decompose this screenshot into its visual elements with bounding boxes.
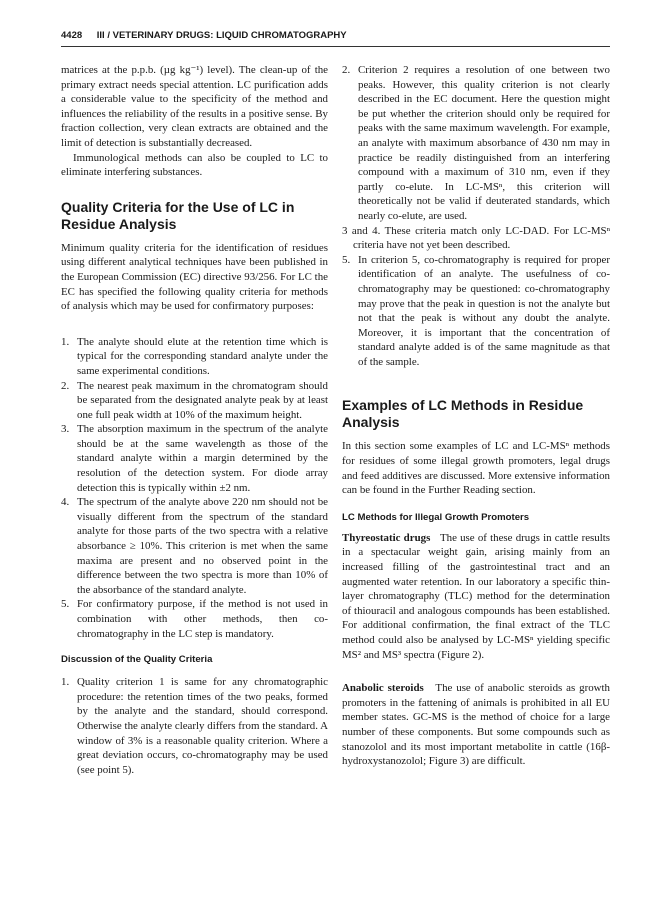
criterion-number: 1. xyxy=(61,335,70,348)
examples-paragraph: In this section some examples of LC and LC-MSⁿ methods for residues of some illegal growth promoters, legal drugs and feed additives are discussed. More extensive information can be found in the Further Reading section. xyxy=(342,440,610,497)
criteria-list xyxy=(61,335,328,641)
discussion-text: In criterion 5, co-chromatography is required for proper identification of an analyte. The usefulness of co-chromatography may be questioned: co-chromatography may prove that the peak in question is not the analyte but not that the peak is without any doubt the analyte. Moreover, it is important that the concentration of standard analyte added is of the same magnitude as that of the sample. xyxy=(358,253,610,368)
criterion-text: The analyte should elute at the retention time which is typical for the corresponding standard analyte under the same experimental conditions. xyxy=(77,335,328,377)
right-column xyxy=(342,63,610,769)
criterion-number: 3. xyxy=(61,423,70,436)
intro-paragraph-2: Immunological methods can also be coupled to LC to eliminate interfering substances. xyxy=(61,151,328,179)
discussion-item xyxy=(61,675,328,777)
criterion-text: For confirmatory purpose, if the method is not used in combination with other methods, then co-chromatography in the LC step is mandatory. xyxy=(77,598,328,640)
criterion-number: 4. xyxy=(61,496,70,509)
discussion-item xyxy=(342,253,610,370)
discussion-text: These criteria match only LC-DAD. For LC-MSⁿ criteria have not yet been described. xyxy=(353,224,610,252)
criterion-text: The absorption maximum in the spectrum of the analyte should be at the same wavelength as those of the standard analyte within a margin determined by the resolution of the detection system. For diode array detection this is typically within ±2 nm. xyxy=(77,423,328,494)
heading-discussion: Discussion of the Quality Criteria xyxy=(61,654,213,666)
discussion-number: 1. xyxy=(61,676,70,689)
left-column xyxy=(61,63,328,777)
criterion-item xyxy=(61,335,328,379)
quality-paragraph: Minimum quality criteria for the identification of residues using different analytical techniques have been published in the European Commission (EC) directive 93/256. For LC the EC has specified the following quality criteria for methods of analysis which may be used for confirmatory purposes: xyxy=(61,241,328,313)
discussion-list-end xyxy=(342,253,610,370)
heading-examples: Examples of LC Methods in Residue Analysis xyxy=(342,397,584,431)
thyreostatic-term: Thyreostatic drugs xyxy=(342,531,431,544)
discussion-item xyxy=(342,63,610,224)
running-header xyxy=(61,30,610,47)
criterion-text: The spectrum of the analyte above 220 nm should not be visually different from the spectrum of the standard analyte for those parts of the two spectra with a relative absorbance ≥ 10%. This criterion is met when the same maxima are present and no observed point in the difference between the two spectra is more than 10% of the absorbance of the standard analyte. xyxy=(77,496,328,596)
discussion-number: 5. xyxy=(342,253,351,266)
anabolic-paragraph xyxy=(342,681,610,769)
criterion-item xyxy=(61,379,328,423)
heading-quality-criteria: Quality Criteria for the Use of LC in Residue Analysis xyxy=(61,198,295,232)
heading-growth-promoters: LC Methods for Illegal Growth Promoters xyxy=(342,511,530,523)
anabolic-term: Anabolic steroids xyxy=(342,682,424,695)
discussion-list-continued xyxy=(342,63,610,224)
intro-paragraph-1: matrices at the p.p.b. (µg kg⁻¹) level). The clean-up of the primary extract needs special attention. LC purification adds a considerable value to the specificity of the method and influences the reliability of the results in a positive sense. By fraction collection, very clean extracts are obtained and the limit of detection is substantially decreased. xyxy=(61,64,328,149)
criterion-number: 2. xyxy=(61,379,70,392)
discussion-number: 2. xyxy=(342,64,351,76)
thyreostatic-text: The use of these drugs in cattle results in a spectacular weight gain, arising mainly from an increased filling of the gastrointestinal tract and an augmented water retention. In our laboratory a specific thin-layer chromatography (TLC) method for the determination of thiouracil and analogous compounds has been established. For additional confirmation, the final extract of the TLC method could also be analysed by LC-MSⁿ yielding specific MS² and MS³ spectra (Figure 2). xyxy=(342,531,611,661)
discussion-text: Quality criterion 1 is same for any chromatographic procedure: the retention times of the two peaks, formed by the analyte and the standard, should correspond. Otherwise the analyte clearly differs from the standard. A window of 3% is a reasonable quality criterion. Where a great deviation occurs, co-chromatography may be used (see point 5). xyxy=(77,676,328,776)
discussion-list xyxy=(61,675,328,777)
running-title: III / VETERINARY DRUGS: LIQUID CHROMATOGRAPHY xyxy=(96,30,347,41)
criterion-number: 5. xyxy=(61,598,70,611)
discussion-item-3-4 xyxy=(342,224,610,253)
discussion-text: Criterion 2 requires a resolution of one between two peaks. However, this quality criterion is not clearly described in the EC document. Here the question might be put whether the criterion should only be required for peaks with the same maximum wavelength. For example, an analyte with maximum absorbance of 430 nm may in practice be readily distinguished from an interfering compound with a maximum of 310 nm, even if they partly co-elute. In LC-MSⁿ, this criterion will theoretically not be valid if deuterated standards, which nearly co-elute, are used. xyxy=(358,64,610,222)
criterion-text: The nearest peak maximum in the chromatogram should be separated from the designated analyte peak by at least one full peak width at 10% of the maximum height. xyxy=(77,379,328,421)
criterion-item xyxy=(61,422,328,495)
page-number: 4428 xyxy=(61,30,83,41)
thyreostatic-paragraph xyxy=(342,531,610,662)
criterion-item xyxy=(61,597,328,641)
anabolic-text: The use of anabolic steroids as growth promoters in the fattening of animals is prohibited in all EU member states. GC-MS is the method of choice for a large number of these components. But some compounds such as stanozolol and its most important metabolite in cattle (16β-hydroxystanozolol; Figure 3) are difficult. xyxy=(342,682,610,768)
criterion-item xyxy=(61,495,328,597)
discussion-number: 3 and 4. xyxy=(342,224,381,237)
